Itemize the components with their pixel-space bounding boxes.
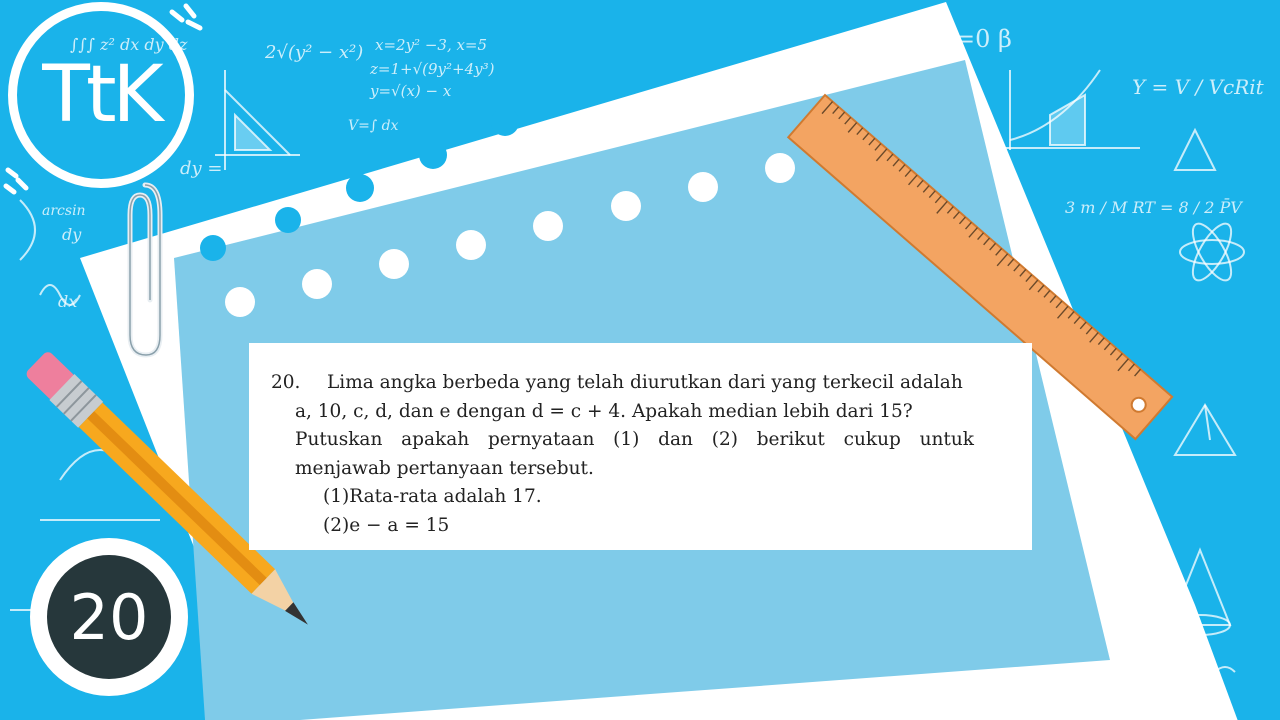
formula-doodle: dx <box>58 292 78 311</box>
formula-doodle: 3 m / M RT = 8 / 2 P̄V <box>1065 198 1242 217</box>
formula-doodle: 2√(y² − x²) <box>265 42 364 63</box>
channel-logo <box>8 2 194 188</box>
formula-doodle: z=1+√(9y²+4y³) <box>370 60 495 78</box>
question-number-badge <box>30 538 188 696</box>
formula-doodle: V=∫ dx <box>348 118 399 134</box>
formula-doodle: x=2y² −3, x=5 <box>375 36 488 54</box>
question-line-1 <box>271 369 974 398</box>
formula-doodle: arcsin <box>42 203 86 219</box>
statement-2-label: (2) <box>323 514 350 536</box>
logo-text: TtK <box>42 50 160 140</box>
formula-doodle: y=√(x) − x <box>370 82 452 100</box>
statement-1 <box>271 483 974 512</box>
formula-doodle: =0 β <box>955 25 1012 53</box>
formula-doodle: dy <box>62 225 82 244</box>
statement-2-text: e − a = 15 <box>349 514 450 536</box>
question-line-3: Putuskan apakah pernyataan (1) dan (2) berikut cukup untuk <box>295 429 974 450</box>
formula-doodle: Y = V / VcRit <box>1132 75 1264 99</box>
formula-doodle: dy = <box>180 158 223 179</box>
question-line-2: a, 10, c, d, dan e dengan d = c + 4. Apakah median lebih dari 15? <box>295 400 913 422</box>
badge-number: 20 <box>47 555 171 679</box>
question-number: 20. <box>271 372 301 393</box>
statement-2 <box>271 512 974 541</box>
question-line-4: menjawab pertanyaan tersebut. <box>295 457 594 479</box>
statement-1-text: Rata-rata adalah 17. <box>349 486 542 507</box>
question-card <box>249 343 1032 550</box>
statement-1-label: (1) <box>323 486 350 507</box>
question-text-1: Lima angka berbeda yang telah diurutkan dari yang terkecil adalah <box>327 372 963 393</box>
formula-doodle: ∫∫∫ z² dx dy dz <box>70 35 188 54</box>
